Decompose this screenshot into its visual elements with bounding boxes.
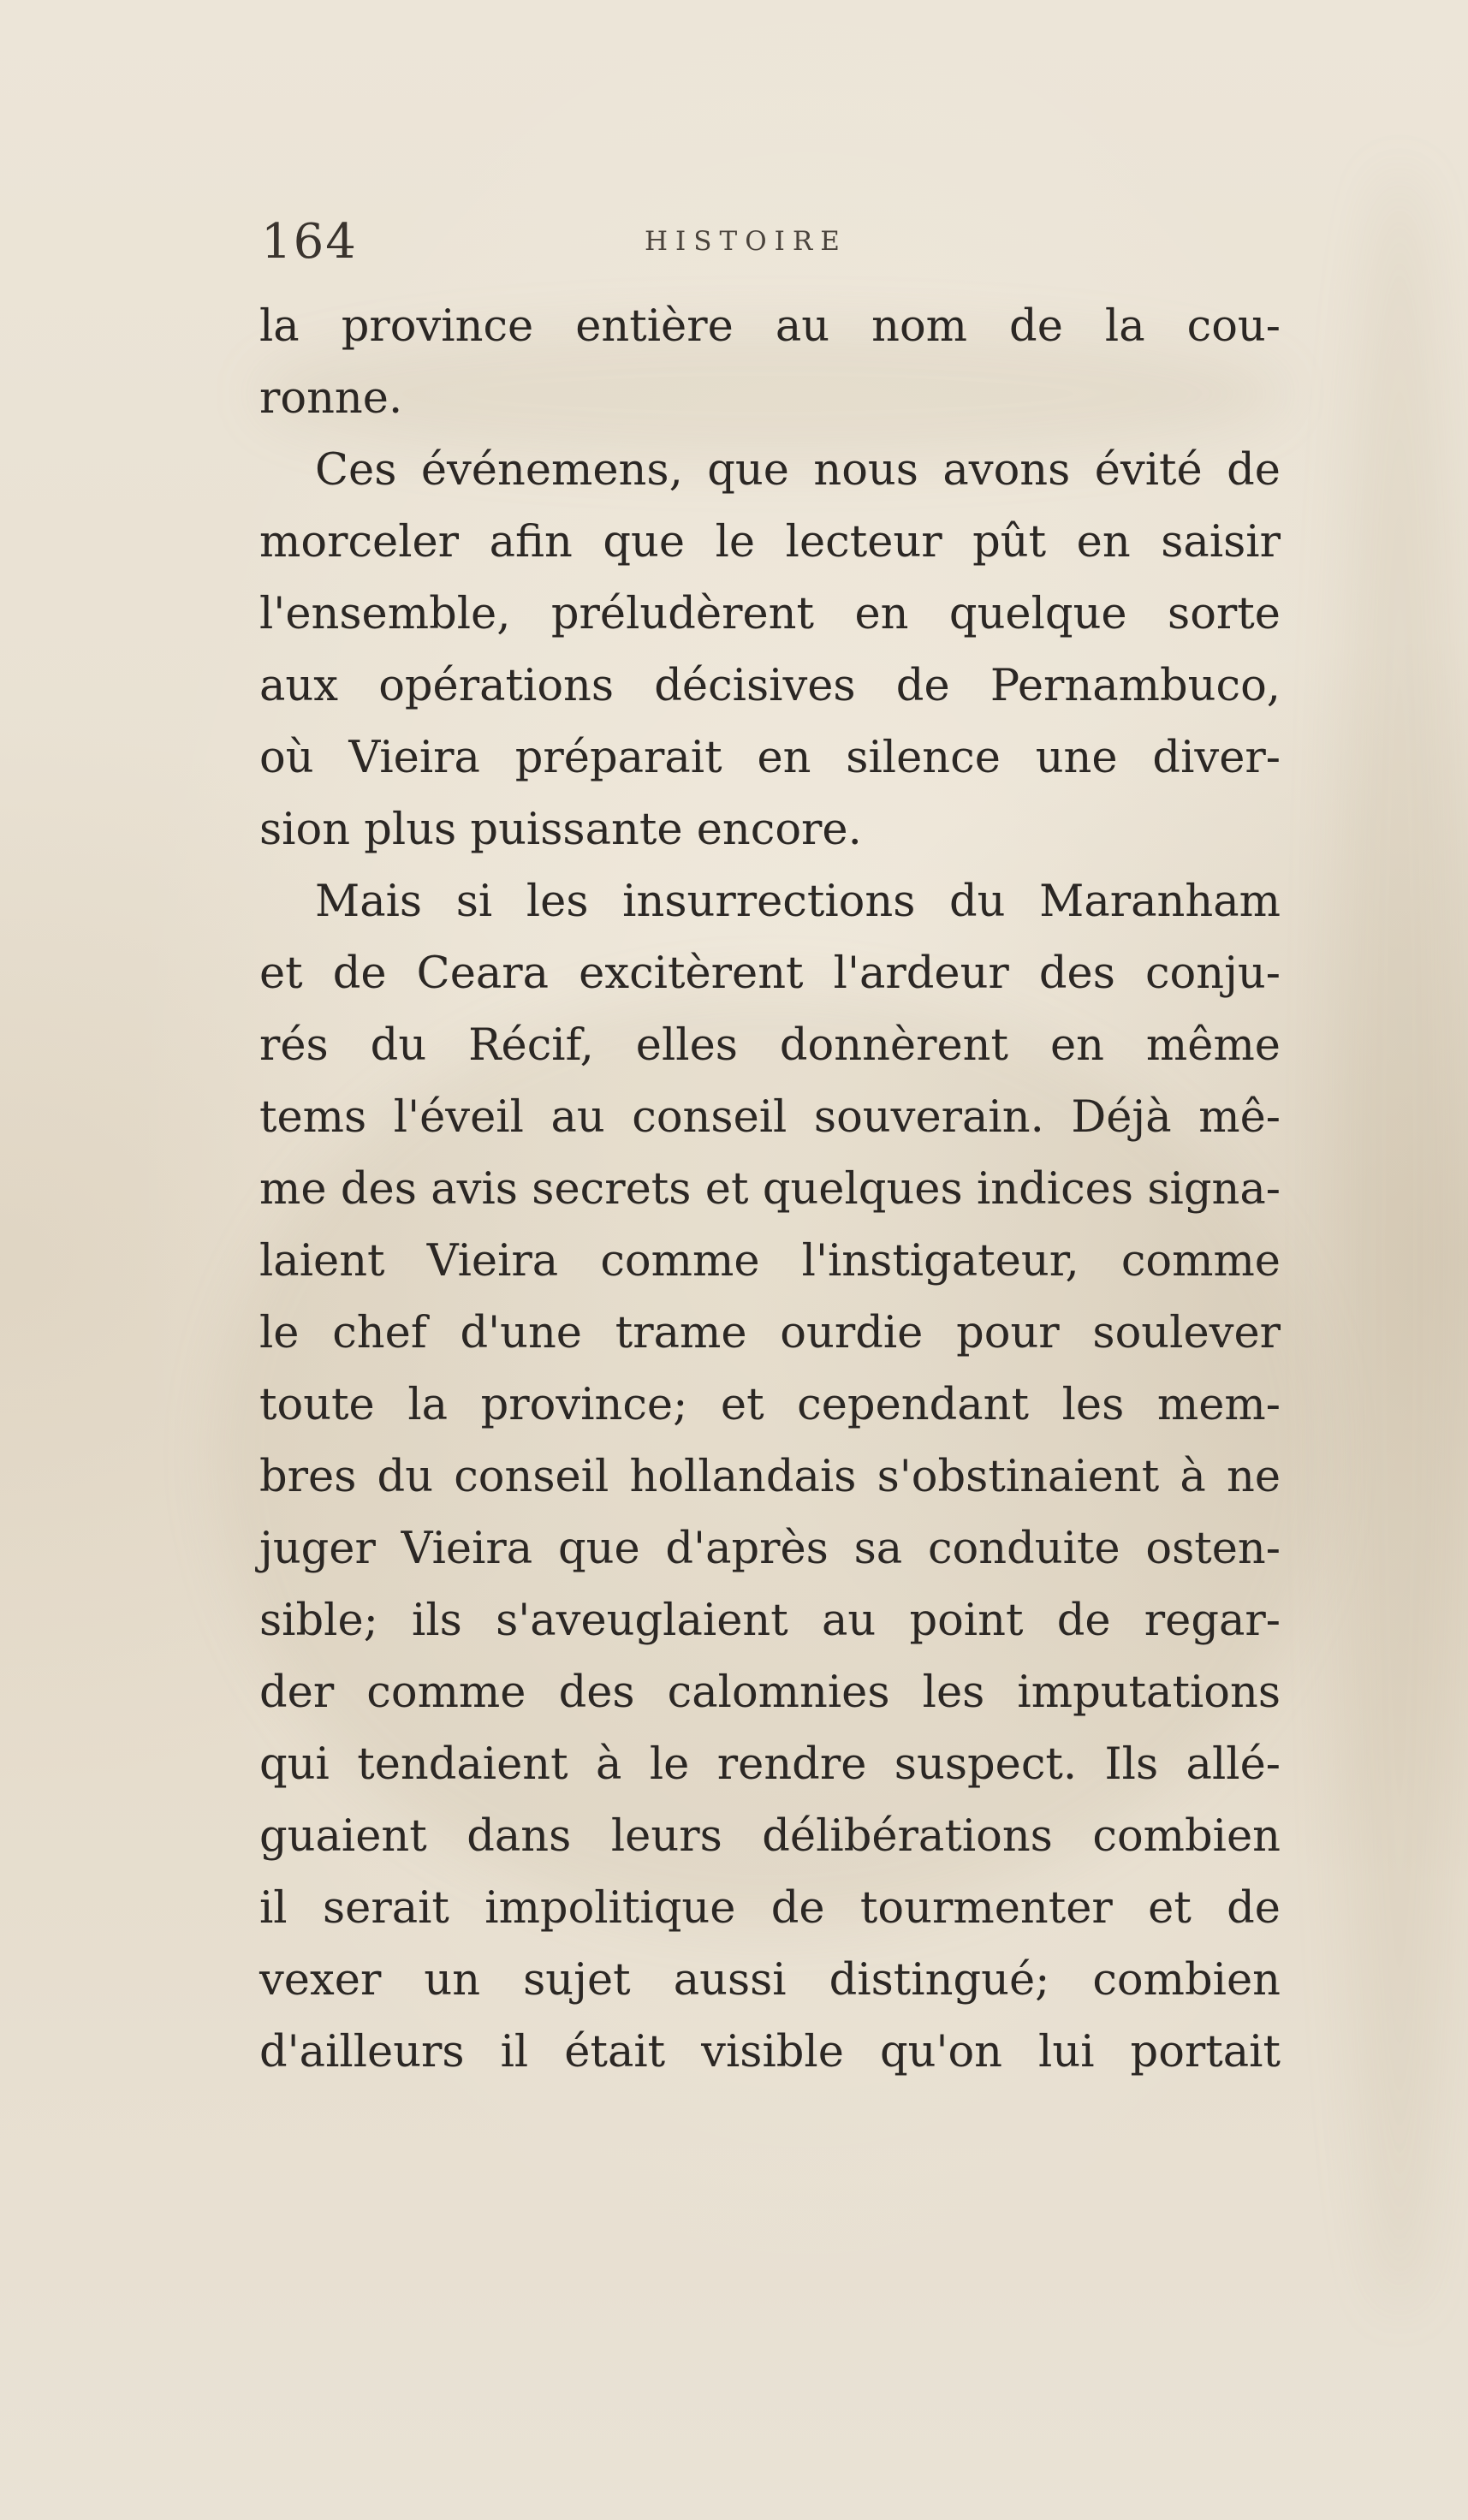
- text-line: laient Vieira comme l'instigateur, comme: [259, 1236, 1281, 1287]
- page-number: 164: [261, 214, 358, 270]
- text-line: juger Vieira que d'après sa conduite osten-: [259, 1524, 1281, 1574]
- text-line: le chef d'une trame ourdie pour soulever: [259, 1308, 1281, 1358]
- text-line: me des avis secrets et quelques indices signa-: [259, 1164, 1281, 1215]
- text-line: Ces événemens, que nous avons évité de: [315, 445, 1281, 496]
- text-line: sible; ils s'aveuglaient au point de regar-: [259, 1596, 1281, 1646]
- text-line: l'ensemble, préludèrent en quelque sorte: [259, 589, 1281, 639]
- text-line: tems l'éveil au conseil souverain. Déjà mê-: [259, 1092, 1281, 1143]
- text-line: il serait impolitique de tourmenter et de: [259, 1883, 1281, 1934]
- text-line: ronne.: [259, 373, 403, 424]
- text-line: la province entière au nom de la cou-: [259, 301, 1281, 352]
- text-line: bres du conseil hollandais s'obstinaient à ne: [259, 1452, 1281, 1502]
- text-line: toute la province; et cependant les mem-: [259, 1380, 1281, 1430]
- text-line: Mais si les insurrections du Maranham: [315, 877, 1281, 927]
- text-line: aux opérations décisives de Pernambuco,: [259, 661, 1281, 711]
- page-header: [261, 214, 1280, 274]
- text-line: rés du Récif, elles donnèrent en même: [259, 1020, 1281, 1071]
- text-line: vexer un sujet aussi distingué; combien: [259, 1955, 1281, 2006]
- body-text: [259, 291, 1281, 2089]
- text-line: sion plus puissante encore.: [259, 805, 862, 855]
- text-line: morceler afin que le lecteur pût en saisir: [259, 517, 1281, 568]
- text-line: où Vieira préparait en silence une diver-: [259, 733, 1281, 783]
- text-line: d'ailleurs il était visible qu'on lui portait: [259, 2027, 1281, 2077]
- text-line: der comme des calomnies les imputations: [259, 1667, 1281, 1718]
- text-line: et de Ceara excitèrent l'ardeur des conju-: [259, 948, 1281, 999]
- text-line: guaient dans leurs délibérations combien: [259, 1811, 1281, 1862]
- text-line: qui tendaient à le rendre suspect. Ils allé-: [259, 1739, 1281, 1790]
- paper-edge-shadow: [1335, 171, 1464, 2311]
- running-title: HISTOIRE: [645, 226, 847, 257]
